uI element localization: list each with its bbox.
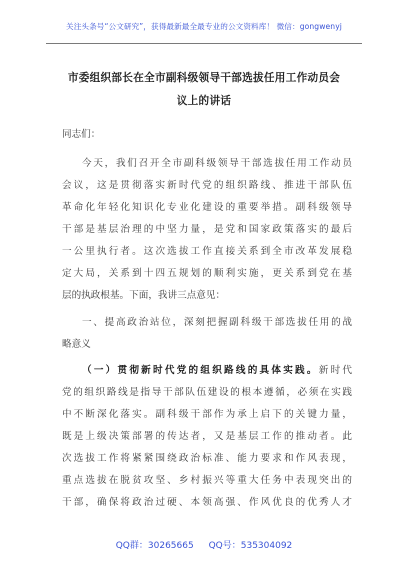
subsection-1-line: 党的组织路线是指导干部队伍建设的根本遵循，必须在实践 (62, 387, 352, 398)
paragraph-1-line: 革命化年轻化知识化专业化建设的重要举措。副科级领导 (62, 202, 352, 213)
header-banner: 关注头条号“公文研究”，获得最新最全最专业的公文资料库！ 微信：gongwenyj (66, 22, 342, 31)
subsection-1-line: 重点选拔在脱贫攻坚、乡村振兴等重大任务中表现突出的 (62, 475, 352, 486)
paragraph-1-line: 今天，我们召开全市副科级领导干部选拔任用工作动员 (82, 158, 352, 169)
paragraph-1-line: 会议，这是贯彻落实新时代党的组织路线、推进干部队伍 (62, 180, 352, 191)
subsection-1-line: 中不断深化落实。副科级干部作为承上启下的关键力量， (62, 409, 352, 420)
paragraph-1-line: 干部是基层治理的中坚力量，是党和国家政策落实的最后 (62, 224, 352, 235)
section-1-heading-line: 一、提高政治站位，深刻把握副科级干部选拔任用的战 (82, 317, 352, 328)
subsection-1-first-line (82, 365, 352, 377)
footer-contact (0, 538, 408, 551)
section-1-heading-line: 略意义 (62, 339, 91, 350)
footer-qq: QQ号：535304092 (208, 541, 293, 551)
subsection-1-line: 干部，确保将政治过硬、本领高强、作风优良的优秀人才 (62, 497, 352, 508)
paragraph-1-line: 一公里执行者。这次选拔工作直接关系到全市改革发展稳 (62, 246, 352, 257)
subsection-1-text: 新时代 (318, 365, 353, 376)
footer-qq-group: QQ群：30265665 (115, 541, 194, 551)
paragraph-1-line: 层的执政根基。下面，我讲三点意见： (62, 290, 226, 301)
document-title-line-1: 市委组织部长在全市副科级领导干部选拔任用工作动员会 (67, 72, 341, 84)
subsection-1-line: 次选拔工作将紧紧围绕政治标准、能力要求和作风表现， (62, 453, 352, 464)
subsection-1-heading: （一）贯彻新时代党的组织路线的具体实践。 (82, 365, 319, 376)
document-title-line-2: 议上的讲话 (176, 95, 232, 107)
subsection-1-line: 既是上级决策部署的传达者，又是基层工作的推动者。此 (62, 431, 352, 442)
header-divider (46, 43, 362, 44)
paragraph-1-line: 定大局，关系到十四五规划的顺利实施，更关系到党在基 (62, 268, 352, 279)
salutation: 同志们： (62, 129, 101, 140)
